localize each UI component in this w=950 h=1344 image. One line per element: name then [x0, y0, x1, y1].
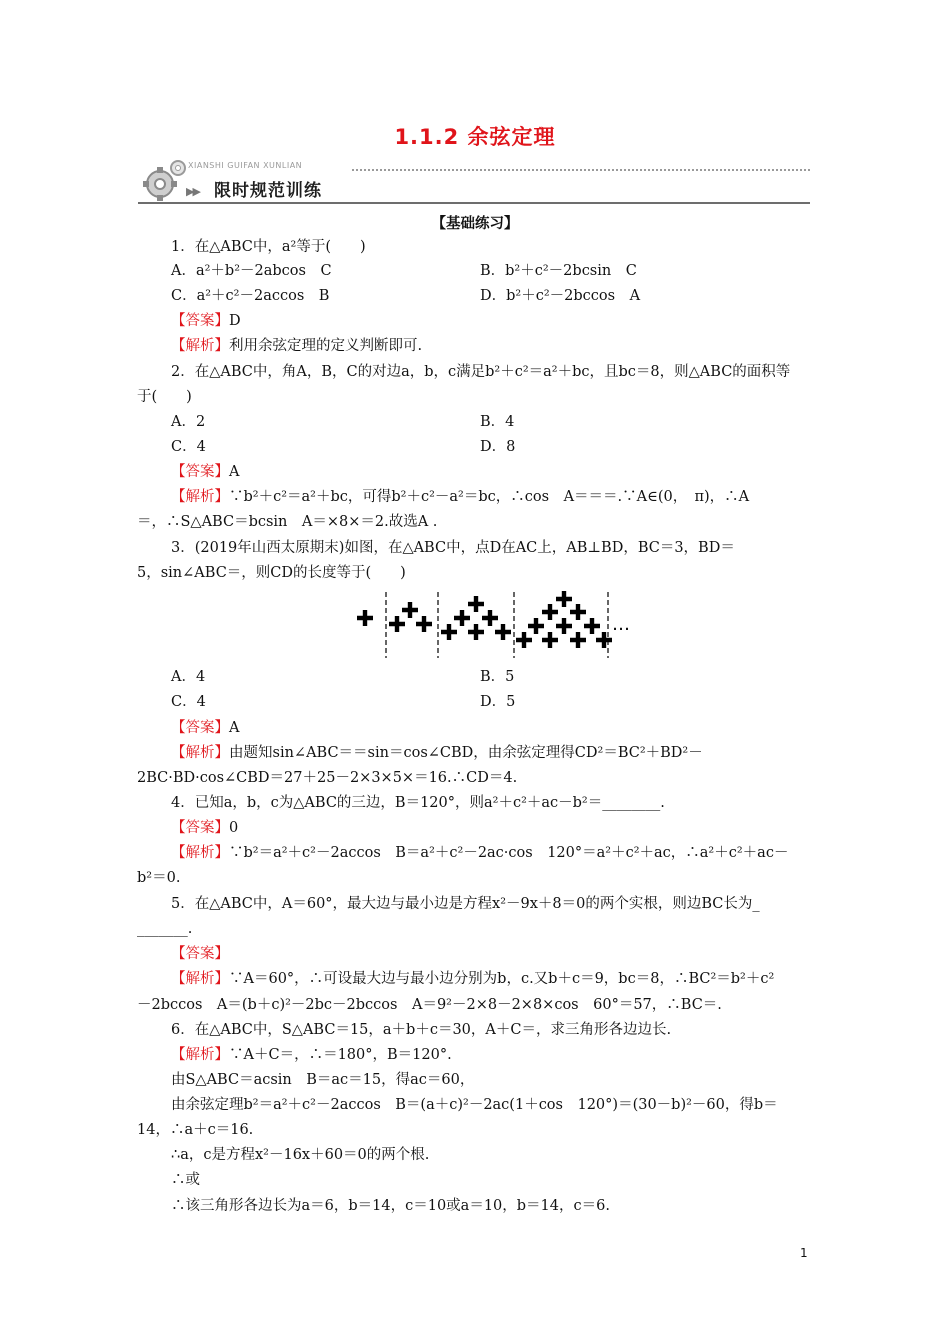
analysis-tag: 【解析】: [171, 489, 229, 505]
option-c: C．4: [171, 439, 206, 455]
answer-value: A: [229, 464, 240, 480]
question-1: 1．在△ABC中，a²等于( ): [171, 239, 366, 255]
analysis-6: [171, 1045, 452, 1065]
question-3: 3．(2019年山西太原期末)如图，在△ABC中，点D在AC上，AB⊥BD，BC＝3，BD＝: [171, 540, 735, 556]
answer-tag: 【答案】: [171, 946, 229, 962]
analysis-6-line-3: 由余弦定理b²＝a²＋c²－2accos B＝(a＋c)²－2ac(1＋cos 120°)＝(30－b)²－60，得b＝: [171, 1097, 778, 1113]
answer-1: [171, 311, 241, 331]
analysis-tag: 【解析】: [171, 845, 229, 861]
option-a: A．a²＋b²－2abcos C: [171, 263, 332, 279]
section-heading: 【基础练习】: [431, 215, 519, 232]
cross-pattern-figure: [352, 590, 642, 660]
option-d: D．8: [480, 439, 516, 455]
section-banner: [138, 158, 810, 206]
analysis-2-cont: ＝，∴S△ABC＝bcsin A＝×8×＝2.故选A .: [137, 514, 438, 530]
analysis-4: [171, 843, 788, 863]
answer-4: [171, 818, 238, 838]
analysis-6-line-6: ∴或: [171, 1172, 200, 1188]
answer-2: [171, 462, 239, 482]
analysis-text: ∵b²＋c²＝a²＋bc，可得b²＋c²－a²＝bc，∴cos A＝＝＝.∵A∈(0， π)，∴A: [229, 489, 750, 505]
analysis-tag: 【解析】: [171, 1047, 229, 1063]
cross-group-4: [516, 591, 612, 648]
option-c: C．a²＋c²－2accos B: [171, 288, 330, 304]
question-2: 2．在△ABC中，角A，B，C的对边a，b，c满足b²＋c²＝a²＋bc，且bc＝8，则△ABC的面积等: [171, 364, 791, 380]
answer-value: D: [229, 313, 241, 329]
banner-rule: [138, 202, 810, 204]
answer-tag: 【答案】: [171, 720, 229, 736]
analysis-text: ∵A＋C＝，∴＝180°，B＝120°.: [229, 1047, 452, 1063]
answer-value: 0: [229, 820, 239, 836]
gear-logo-icon: [140, 158, 188, 202]
page-number: 1: [800, 1246, 808, 1260]
cross-group-3: [441, 596, 511, 640]
analysis-3: [171, 743, 703, 763]
option-b: B．b²＋c²－2bcsin C: [480, 263, 637, 279]
analysis-4-cont: b²＝0.: [137, 870, 181, 886]
question-5: 5．在△ABC中，A＝60°，最大边与最小边是方程x²－9x＋8＝0的两个实根，则边BC长为_: [171, 896, 760, 912]
page-title: 1.1.2 余弦定理: [394, 125, 556, 149]
answer-5: [171, 944, 229, 964]
analysis-5: [171, 969, 774, 989]
analysis-tag: 【解析】: [171, 338, 229, 354]
option-d: D．5: [480, 694, 516, 710]
analysis-6-line-5: ∴a，c是方程x²－16x＋60＝0的两个根.: [171, 1147, 430, 1163]
option-c: C．4: [171, 694, 206, 710]
analysis-6-line-7: ∴该三角形各边长为a＝6，b＝14，c＝10或a＝10，b＝14，c＝6.: [171, 1198, 610, 1214]
question-5-cont: _______.: [137, 921, 193, 937]
analysis-text: ∵b²＝a²＋c²－2accos B＝a²＋c²－2ac·cos 120°＝a²＋c²＋ac，∴a²＋c²＋ac－: [229, 845, 789, 861]
analysis-1: [171, 336, 422, 356]
banner-arrows-icon: ▶▶: [186, 185, 199, 198]
option-a: A．4: [171, 669, 206, 685]
question-6: 6．在△ABC中，S△ABC＝15，a＋b＋c＝30，A＋C＝，求三角形各边边长.: [171, 1022, 672, 1038]
analysis-text: 由题知sin∠ABC＝＝sin＝cos∠CBD，由余弦定理得CD²＝BC²＋BD²－: [229, 745, 703, 761]
analysis-5-cont: －2bccos A＝(b＋c)²－2bc－2bccos A＝9²－2×8－2×8×cos 60°＝57，∴BC＝.: [137, 997, 722, 1013]
analysis-tag: 【解析】: [171, 745, 229, 761]
figure-ellipsis: …: [612, 614, 630, 635]
answer-tag: 【答案】: [171, 464, 229, 480]
analysis-tag: 【解析】: [171, 971, 229, 987]
banner-dotted-line: [352, 169, 810, 171]
analysis-3-cont: 2BC·BD·cos∠CBD＝27＋25－2×3×5×＝16.∴CD＝4.: [137, 770, 518, 786]
question-2-cont: 于( ): [137, 389, 192, 405]
analysis-2: [171, 487, 749, 507]
option-d: D．b²＋c²－2bccos A: [480, 288, 641, 304]
cross-group-2: [389, 602, 432, 632]
option-b: B．4: [480, 414, 515, 430]
answer-value: A: [229, 720, 240, 736]
question-4: 4．已知a，b，c为△ABC的三边，B＝120°，则a²＋c²＋ac－b²＝________.: [171, 795, 665, 811]
analysis-text: 利用余弦定理的定义判断即可.: [229, 338, 423, 354]
answer-tag: 【答案】: [171, 820, 229, 836]
analysis-6-line-2: 由S△ABC＝acsin B＝ac＝15，得ac＝60，: [171, 1072, 475, 1088]
answer-tag: 【答案】: [171, 313, 229, 329]
question-3-cont: 5，sin∠ABC＝，则CD的长度等于( ): [137, 565, 406, 581]
cross-group-1: [357, 610, 373, 626]
option-b: B．5: [480, 669, 515, 685]
option-a: A．2: [171, 414, 206, 430]
banner-title: 限时规范训练: [214, 181, 322, 201]
analysis-6-line-4: 14，∴a＋c＝16.: [137, 1122, 254, 1138]
banner-pinyin: XIANSHI GUIFAN XUNLIAN: [188, 161, 303, 170]
analysis-text: ∵A＝60°，∴可设最大边与最小边分别为b，c.又b＋c＝9，bc＝8，∴BC²＝b²＋c²: [229, 971, 775, 987]
answer-3: [171, 718, 239, 738]
